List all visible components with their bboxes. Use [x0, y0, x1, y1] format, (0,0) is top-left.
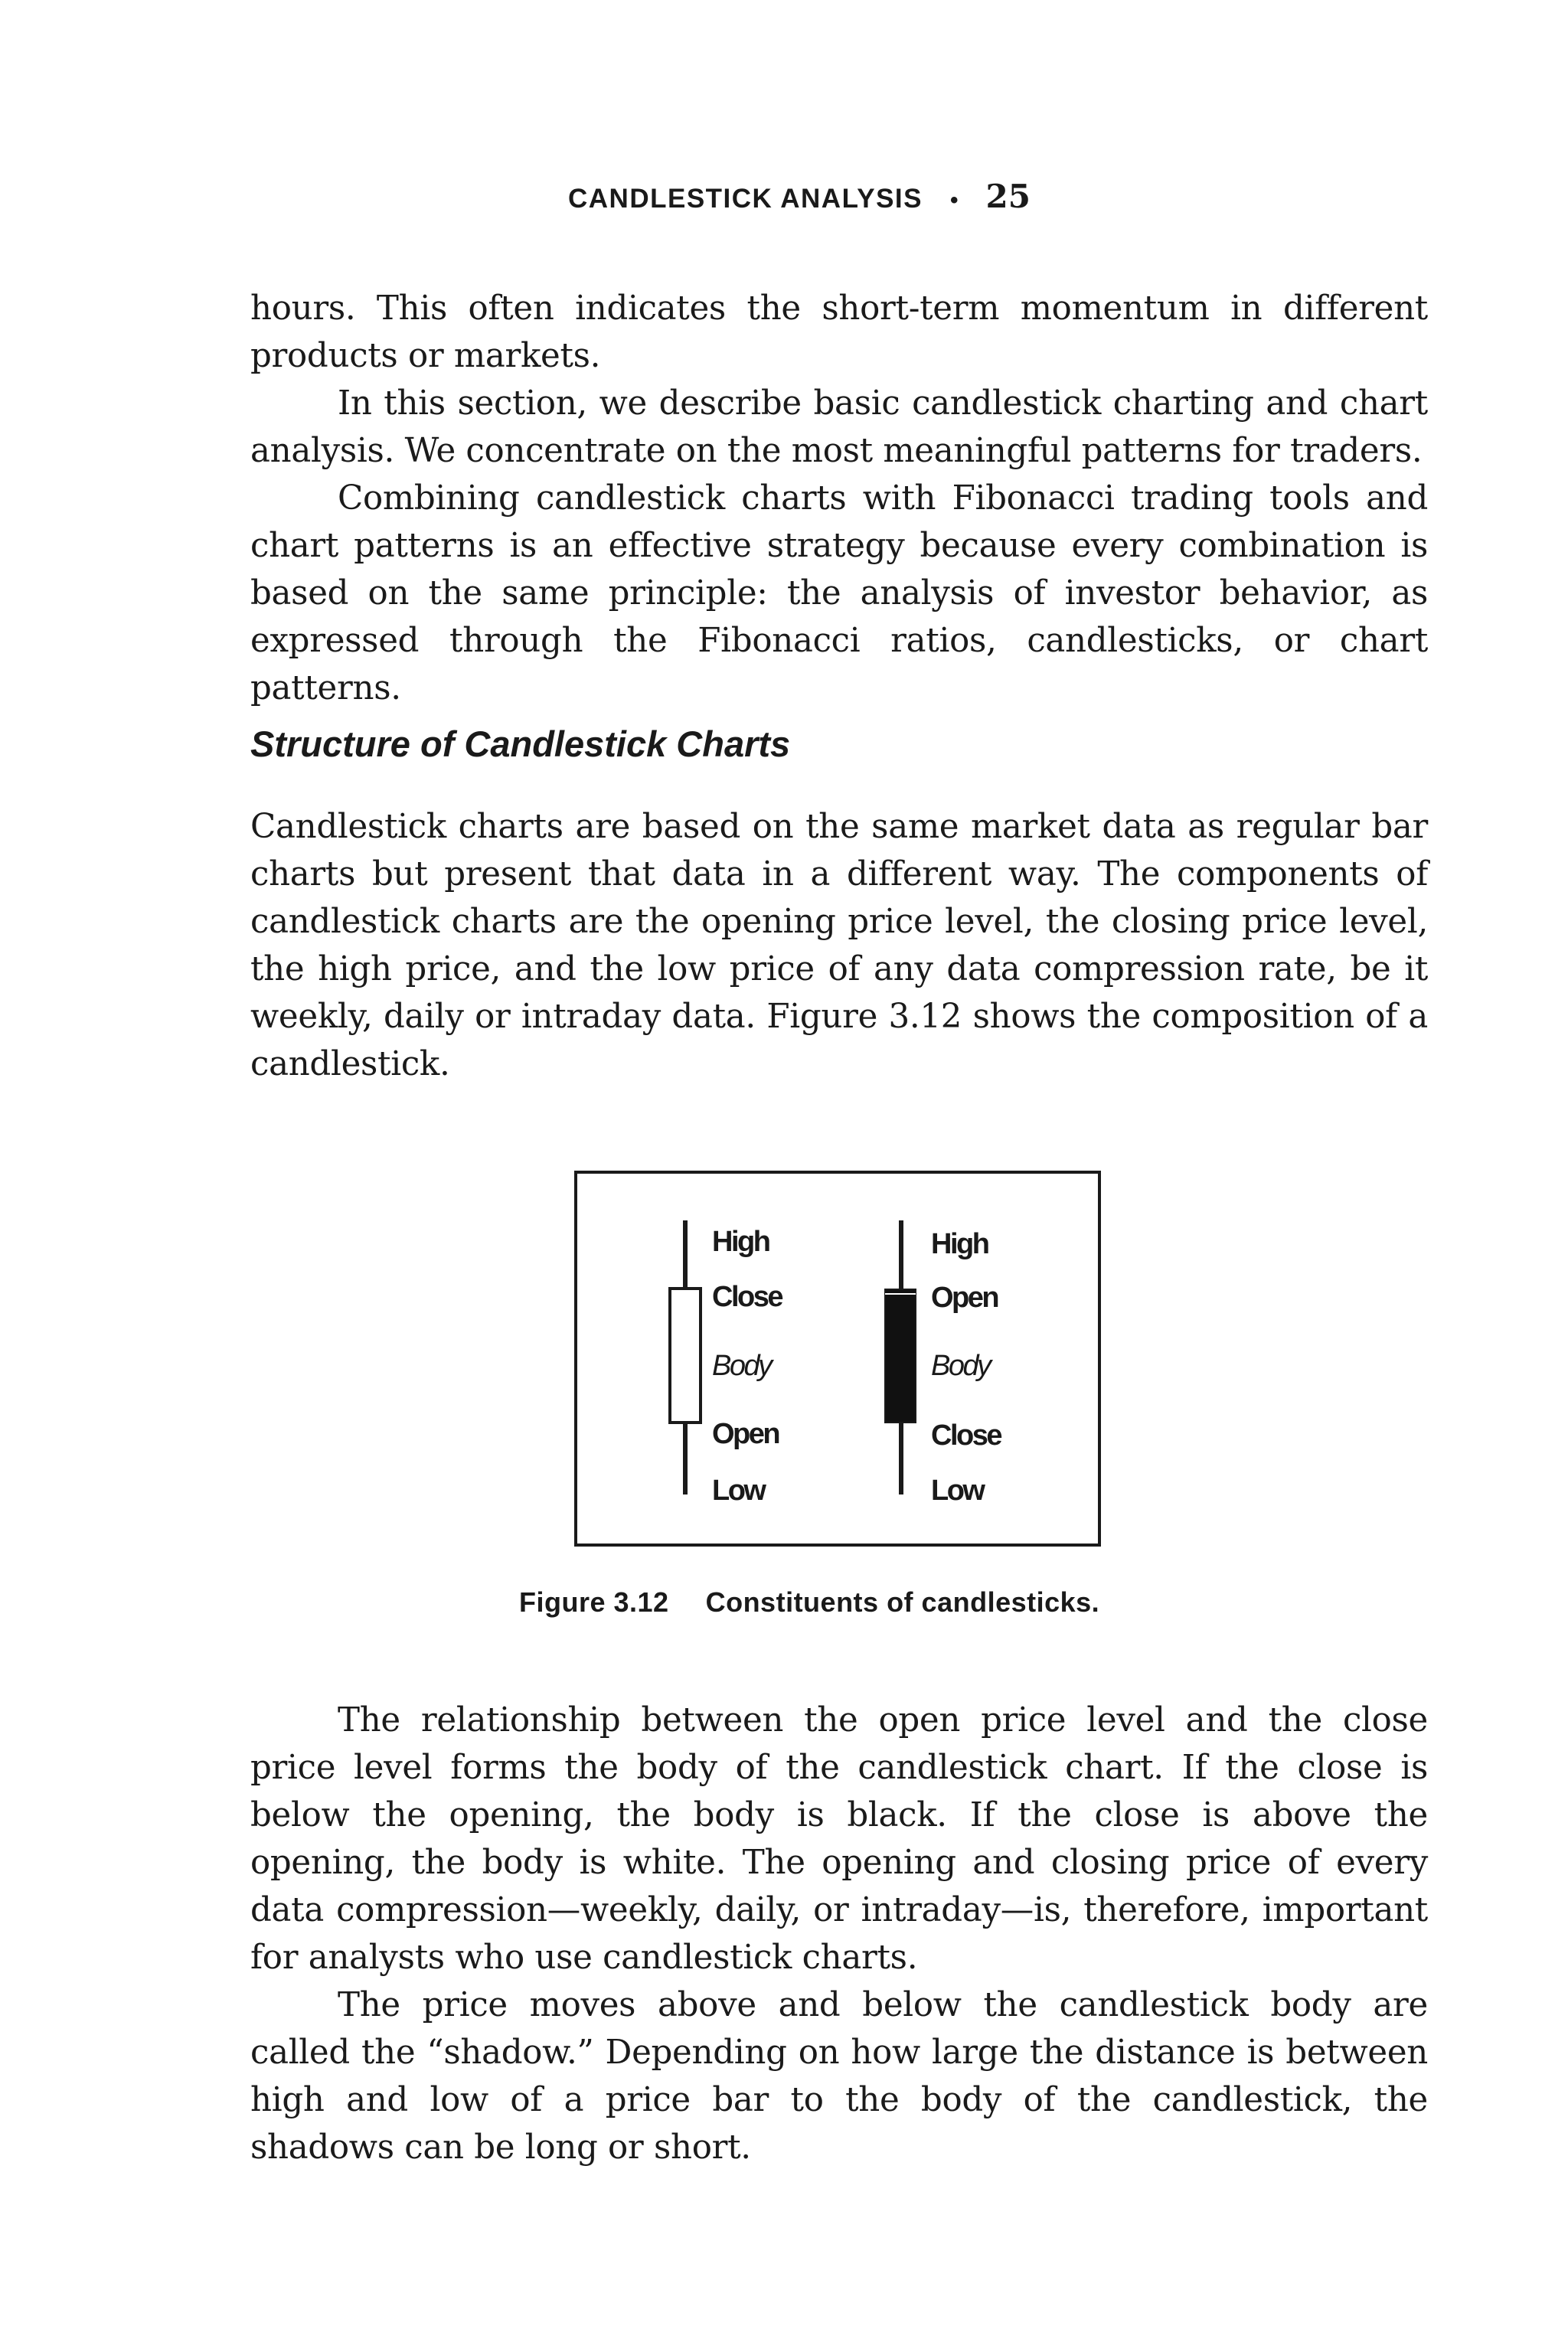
white-open-label: Open: [712, 1418, 779, 1450]
white-body-label: Body: [712, 1350, 771, 1382]
figure-number: Figure 3.12: [519, 1586, 669, 1618]
white-candle-body: [670, 1289, 701, 1423]
header-separator: •: [950, 188, 959, 213]
paragraph: Candlestick charts are based on the same market data as regular bar charts but present that data in a different way. The components of candlestick charts are the opening price level, the closing price level, the high price, and the low price of any data compression rate, be it weekly, daily or intraday data. Figure 3.12 shows the composition of a candlestick.: [250, 808, 1428, 1083]
white-close-label: Close: [712, 1281, 782, 1313]
white-low-label: Low: [712, 1475, 765, 1507]
candlestick-diagram: [577, 1174, 1098, 1544]
running-header: [0, 178, 1568, 215]
section-text: [250, 803, 1428, 1088]
paragraph: In this section, we describe basic candlestick charting and chart analysis. We concentrate on the most meaningful patterns for traders.: [250, 384, 1428, 470]
candlestick-figure: [574, 1171, 1101, 1547]
paragraph: hours. This often indicates the short-term momentum in different products or markets.: [250, 289, 1428, 375]
paragraph: The price moves above and below the candlestick body are called the “shadow.” Depending on how large the distance is between high and low of a price bar to the body of the candlestick, the shadows can be long or short.: [250, 1986, 1428, 2167]
figure-caption-text: Constituents of candlesticks.: [705, 1586, 1100, 1618]
black-close-label: Close: [931, 1419, 1001, 1452]
black-open-label: Open: [931, 1282, 998, 1314]
white-high-label: High: [712, 1226, 769, 1258]
section-heading: Structure of Candlestick Charts: [250, 724, 791, 764]
black-body-label: Body: [931, 1350, 990, 1382]
black-candle-body: [885, 1289, 916, 1423]
paragraph: The relationship between the open price level and the close price level forms the body of the candlestick chart. If the close is below the opening, the body is black. If the close is above the opening, the body is white. The opening and closing price of every data compression—weekly, daily, or intraday—is, therefore, important for analysts who use candlestick charts.: [250, 1701, 1428, 1977]
black-low-label: Low: [931, 1475, 984, 1507]
paragraph: Combining candlestick charts with Fibonacci trading tools and chart patterns is an effective strategy because every combination is based on the same principle: the analysis of investor behavior, as expressed through the Fibonacci ratios, candlesticks, or chart patterns.: [250, 479, 1428, 707]
black-high-label: High: [931, 1228, 988, 1260]
intro-text: [250, 285, 1428, 712]
running-title: CANDLESTICK ANALYSIS: [568, 184, 923, 214]
figure-caption: [519, 1586, 1099, 1619]
page-number: 25: [985, 178, 1031, 215]
closing-text: [250, 1697, 1428, 2171]
